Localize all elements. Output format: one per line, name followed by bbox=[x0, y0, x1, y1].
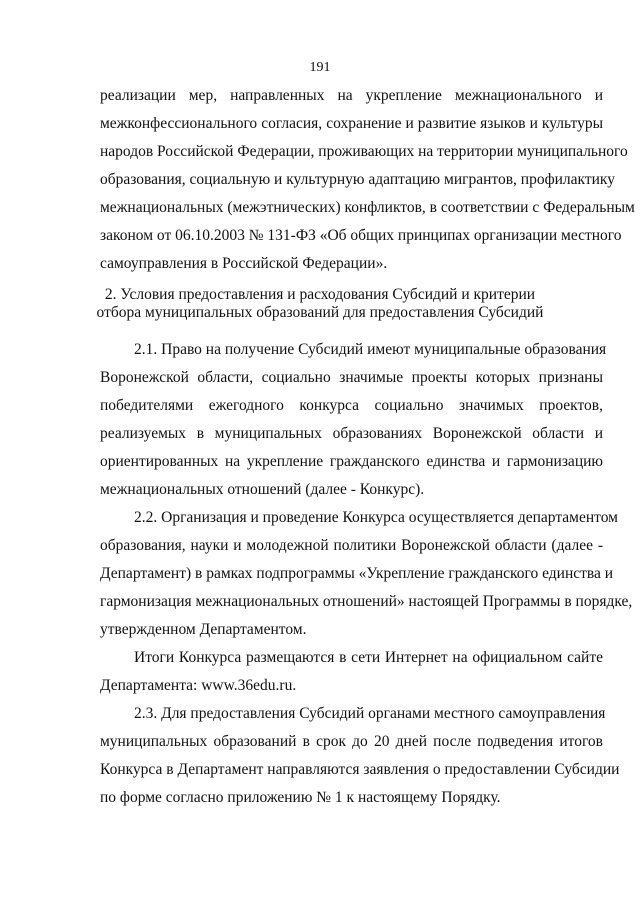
paragraph-2-1-line: Воронежской области, социально значимые проекты которых признаны bbox=[100, 369, 603, 386]
paragraph-2-2-line: образования, науки и молодежной политики Воронежской области (далее - bbox=[100, 537, 603, 554]
paragraph-2-3-line: по форме согласно приложению № 1 к настоящему Порядку. bbox=[100, 789, 501, 806]
results-line: Итоги Конкурса размещаются в сети Интернет на официальном сайте bbox=[134, 649, 603, 666]
intro-line: законом от 06.10.2003 № 131-ФЗ «Об общих принципах организации местного bbox=[100, 227, 622, 244]
results-line: Департамента: www.36edu.ru. bbox=[100, 677, 297, 694]
paragraph-2-2-line: 2.2. Организация и проведение Конкурса осуществляется департаментом bbox=[134, 509, 618, 526]
section-heading-line: отбора муниципальных образований для предоставления Субсидий bbox=[96, 304, 544, 321]
paragraph-2-2-line: гармонизация межнациональных отношений» настоящей Программы в порядке, bbox=[100, 593, 633, 610]
paragraph-2-1-line: победителями ежегодного конкурса социально значимых проектов, bbox=[100, 397, 603, 414]
intro-line: народов Российской Федерации, проживающих на территории муниципального bbox=[100, 143, 628, 160]
paragraph-2-1-line: ориентированных на укрепление гражданского единства и гармонизацию bbox=[100, 453, 603, 470]
paragraph-2-1-line: реализуемых в муниципальных образованиях Воронежской области и bbox=[100, 425, 603, 442]
paragraph-2-3-line: муниципальных образований в срок до 20 дней после подведения итогов bbox=[100, 733, 603, 750]
intro-line: самоуправления в Российской Федерации». bbox=[100, 255, 388, 272]
intro-line: межконфессионального согласия, сохранение и развитие языков и культуры bbox=[100, 115, 603, 132]
paragraph-2-2-line: утвержденном Департаментом. bbox=[100, 621, 307, 638]
paragraph-2-2-line: Департамент) в рамках подпрограммы «Укрепление гражданского единства и bbox=[100, 565, 614, 582]
intro-line: межнациональных (межэтнических) конфликтов, в соответствии с Федеральным bbox=[100, 199, 635, 216]
paragraph-2-1-line: 2.1. Право на получение Субсидий имеют муниципальные образования bbox=[134, 341, 607, 358]
paragraph-2-3-line: Конкурса в Департамент направляются заявления о предоставлении Субсидии bbox=[100, 761, 620, 778]
paragraph-2-3-line: 2.3. Для предоставления Субсидий органами местного самоуправления bbox=[134, 705, 606, 722]
intro-line: образования, социальную и культурную адаптацию мигрантов, профилактику bbox=[100, 171, 615, 188]
intro-line: реализации мер, направленных на укрепление межнационального и bbox=[100, 87, 603, 104]
page-number: 191 bbox=[309, 60, 331, 75]
section-heading-line: 2. Условия предоставления и расходования Субсидий и критерии bbox=[104, 286, 536, 303]
paragraph-2-1-line: межнациональных отношений (далее - Конкурс). bbox=[100, 481, 425, 498]
